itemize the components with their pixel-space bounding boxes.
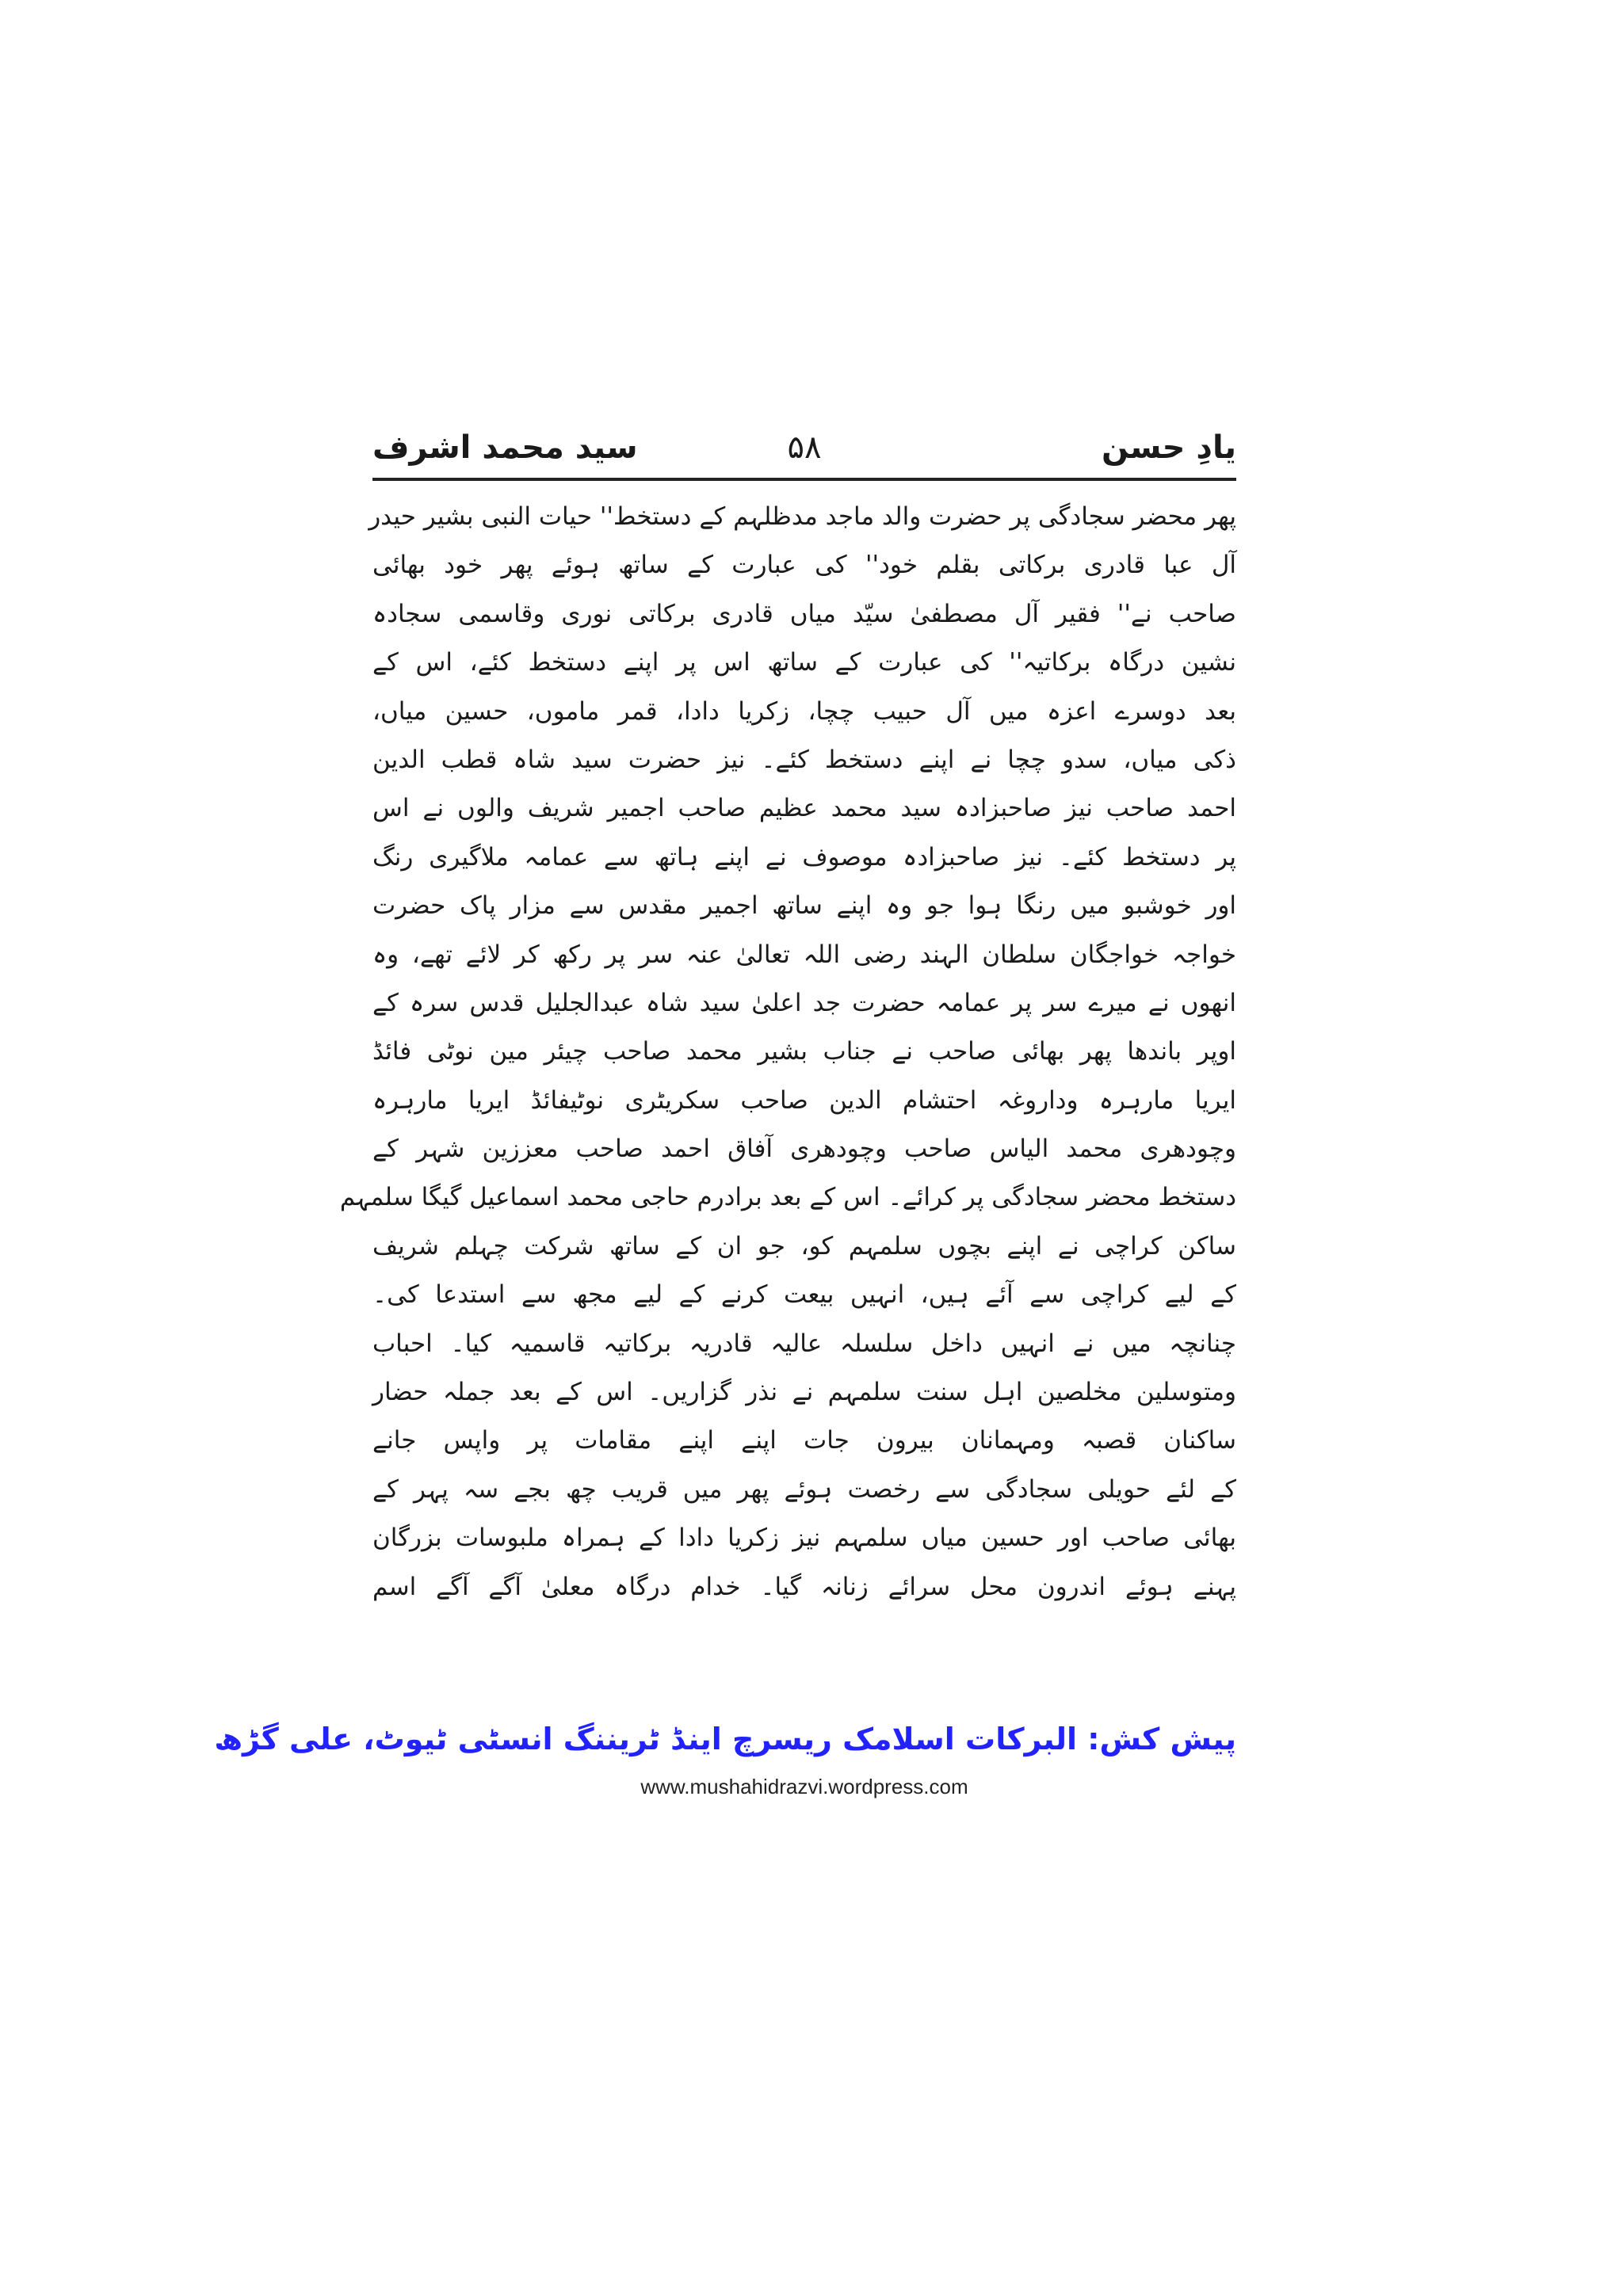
text-line: ایریا مارہرہ وداروغہ احتشام الدین صاحب سکریٹری نوٹیفائڈ ایریا مارہرہ — [372, 1085, 1236, 1115]
text-line: ساکنان قصبہ ومہمانان بیرون جات اپنے اپنے مقامات پر واپس جانے — [372, 1426, 1236, 1455]
website-url: www.mushahidrazvi.wordpress.com — [640, 1775, 968, 1798]
text-line: بھائی صاحب اور حسین میاں سلمہم نیز زکریا دادا کے ہمراہ ملبوسات بزرگان — [372, 1524, 1236, 1553]
text-line: ومتوسلین مخلصین اہل سنت سلمہم نے نذر گزاریں۔ اس کے بعد جملہ حضار — [372, 1378, 1236, 1407]
text-line: بعد دوسرے اعزہ میں آل حبیب چچا، زکریا دادا، قمر ماموں، حسین میاں، — [372, 696, 1236, 726]
text-line: وچودھری محمد الیاس صاحب وچودھری آفاق احمد صاحب معززین شہر کے — [372, 1135, 1236, 1164]
author-name: سید محمد اشرف — [372, 429, 638, 466]
header-divider — [372, 478, 1236, 481]
publisher-credit: پیش کش: البرکات اسلامک ریسرچ اینڈ ٹریننگ انسٹی ٹیوٹ، علی گڑھ — [214, 1722, 1236, 1756]
text-line: پر دستخط کئے۔ نیز صاحبزادہ موصوف نے اپنے ہاتھ سے عمامہ ملاگیری رنگ — [372, 842, 1236, 871]
text-line: چنانچہ میں نے انہیں داخل سلسلہ عالیہ قادریہ برکاتیہ قاسمیہ کیا۔ احباب — [372, 1329, 1236, 1358]
text-line: احمد صاحب نیز صاحبزادہ سید محمد عظیم صاحب اجمیر شریف والوں نے اس — [372, 794, 1236, 823]
text-line: صاحب نے'' فقیر آل مصطفیٰ سیّد میاں قادری برکاتی نوری وقاسمی سجادہ — [372, 599, 1236, 628]
text-line: انھوں نے میرے سر پر عمامہ حضرت جد اعلیٰ سید شاہ عبدالجلیل قدس سرہ کے — [372, 988, 1236, 1017]
text-line: کے لیے کراچی سے آئے ہیں، انہیں بیعت کرنے کے لیے مجھ سے استدعا کی۔ — [372, 1280, 1236, 1310]
body-text — [339, 493, 1236, 1611]
text-line: اوپر باندھا پھر بھائی صاحب نے جناب بشیر محمد صاحب چیئر مین نوٹی فائڈ — [372, 1037, 1236, 1066]
book-title: یادِ حسن — [1101, 429, 1236, 466]
text-line: ساکن کراچی نے اپنے بچوں سلمہم کو، جو ان کے ساتھ شرکت چہلم شریف — [372, 1231, 1236, 1261]
text-line: پھر محضر سجادگی پر حضرت والد ماجد مدظلہم کے دستخط'' حیات النبی بشیر حیدر — [369, 502, 1236, 531]
text-line: کے لئے حویلی سجادگی سے رخصت ہوئے پھر میں قریب چھ بجے سہ پہر کے — [372, 1474, 1236, 1504]
text-line: اور خوشبو میں رنگا ہوا جو وہ اپنے ساتھ اجمیر مقدس سے مزار پاک حضرت — [372, 891, 1236, 921]
text-line: دستخط محضر سجادگی پر کرائے۔ اس کے بعد برادرم حاجی محمد اسماعیل گیگا سلمہم — [339, 1183, 1236, 1212]
book-page — [214, 0, 1236, 2296]
text-line: آل عبا قادری برکاتی بقلم خود'' کی عبارت کے ساتھ ہوئے پھر خود بھائی — [372, 551, 1236, 580]
page-number: ۵۸ — [787, 429, 822, 466]
text-line: ذکی میاں، سدو چچا نے اپنے دستخط کئے۔ نیز حضرت سید شاہ قطب الدین — [372, 745, 1236, 774]
text-line: خواجہ خواجگان سلطان الہند رضی اللہ تعالیٰ عنہ سر پر رکھ کر لائے تھے، وہ — [372, 940, 1236, 969]
running-header — [372, 424, 1236, 471]
text-line: پہنے ہوئے اندرون محل سرائے زنانہ گیا۔ خدام درگاہ معلیٰ آگے آگے اسم — [372, 1572, 1236, 1601]
text-line: نشین درگاہ برکاتیہ'' کی عبارت کے ساتھ اس پر اپنے دستخط کئے، اس کے — [372, 648, 1236, 677]
